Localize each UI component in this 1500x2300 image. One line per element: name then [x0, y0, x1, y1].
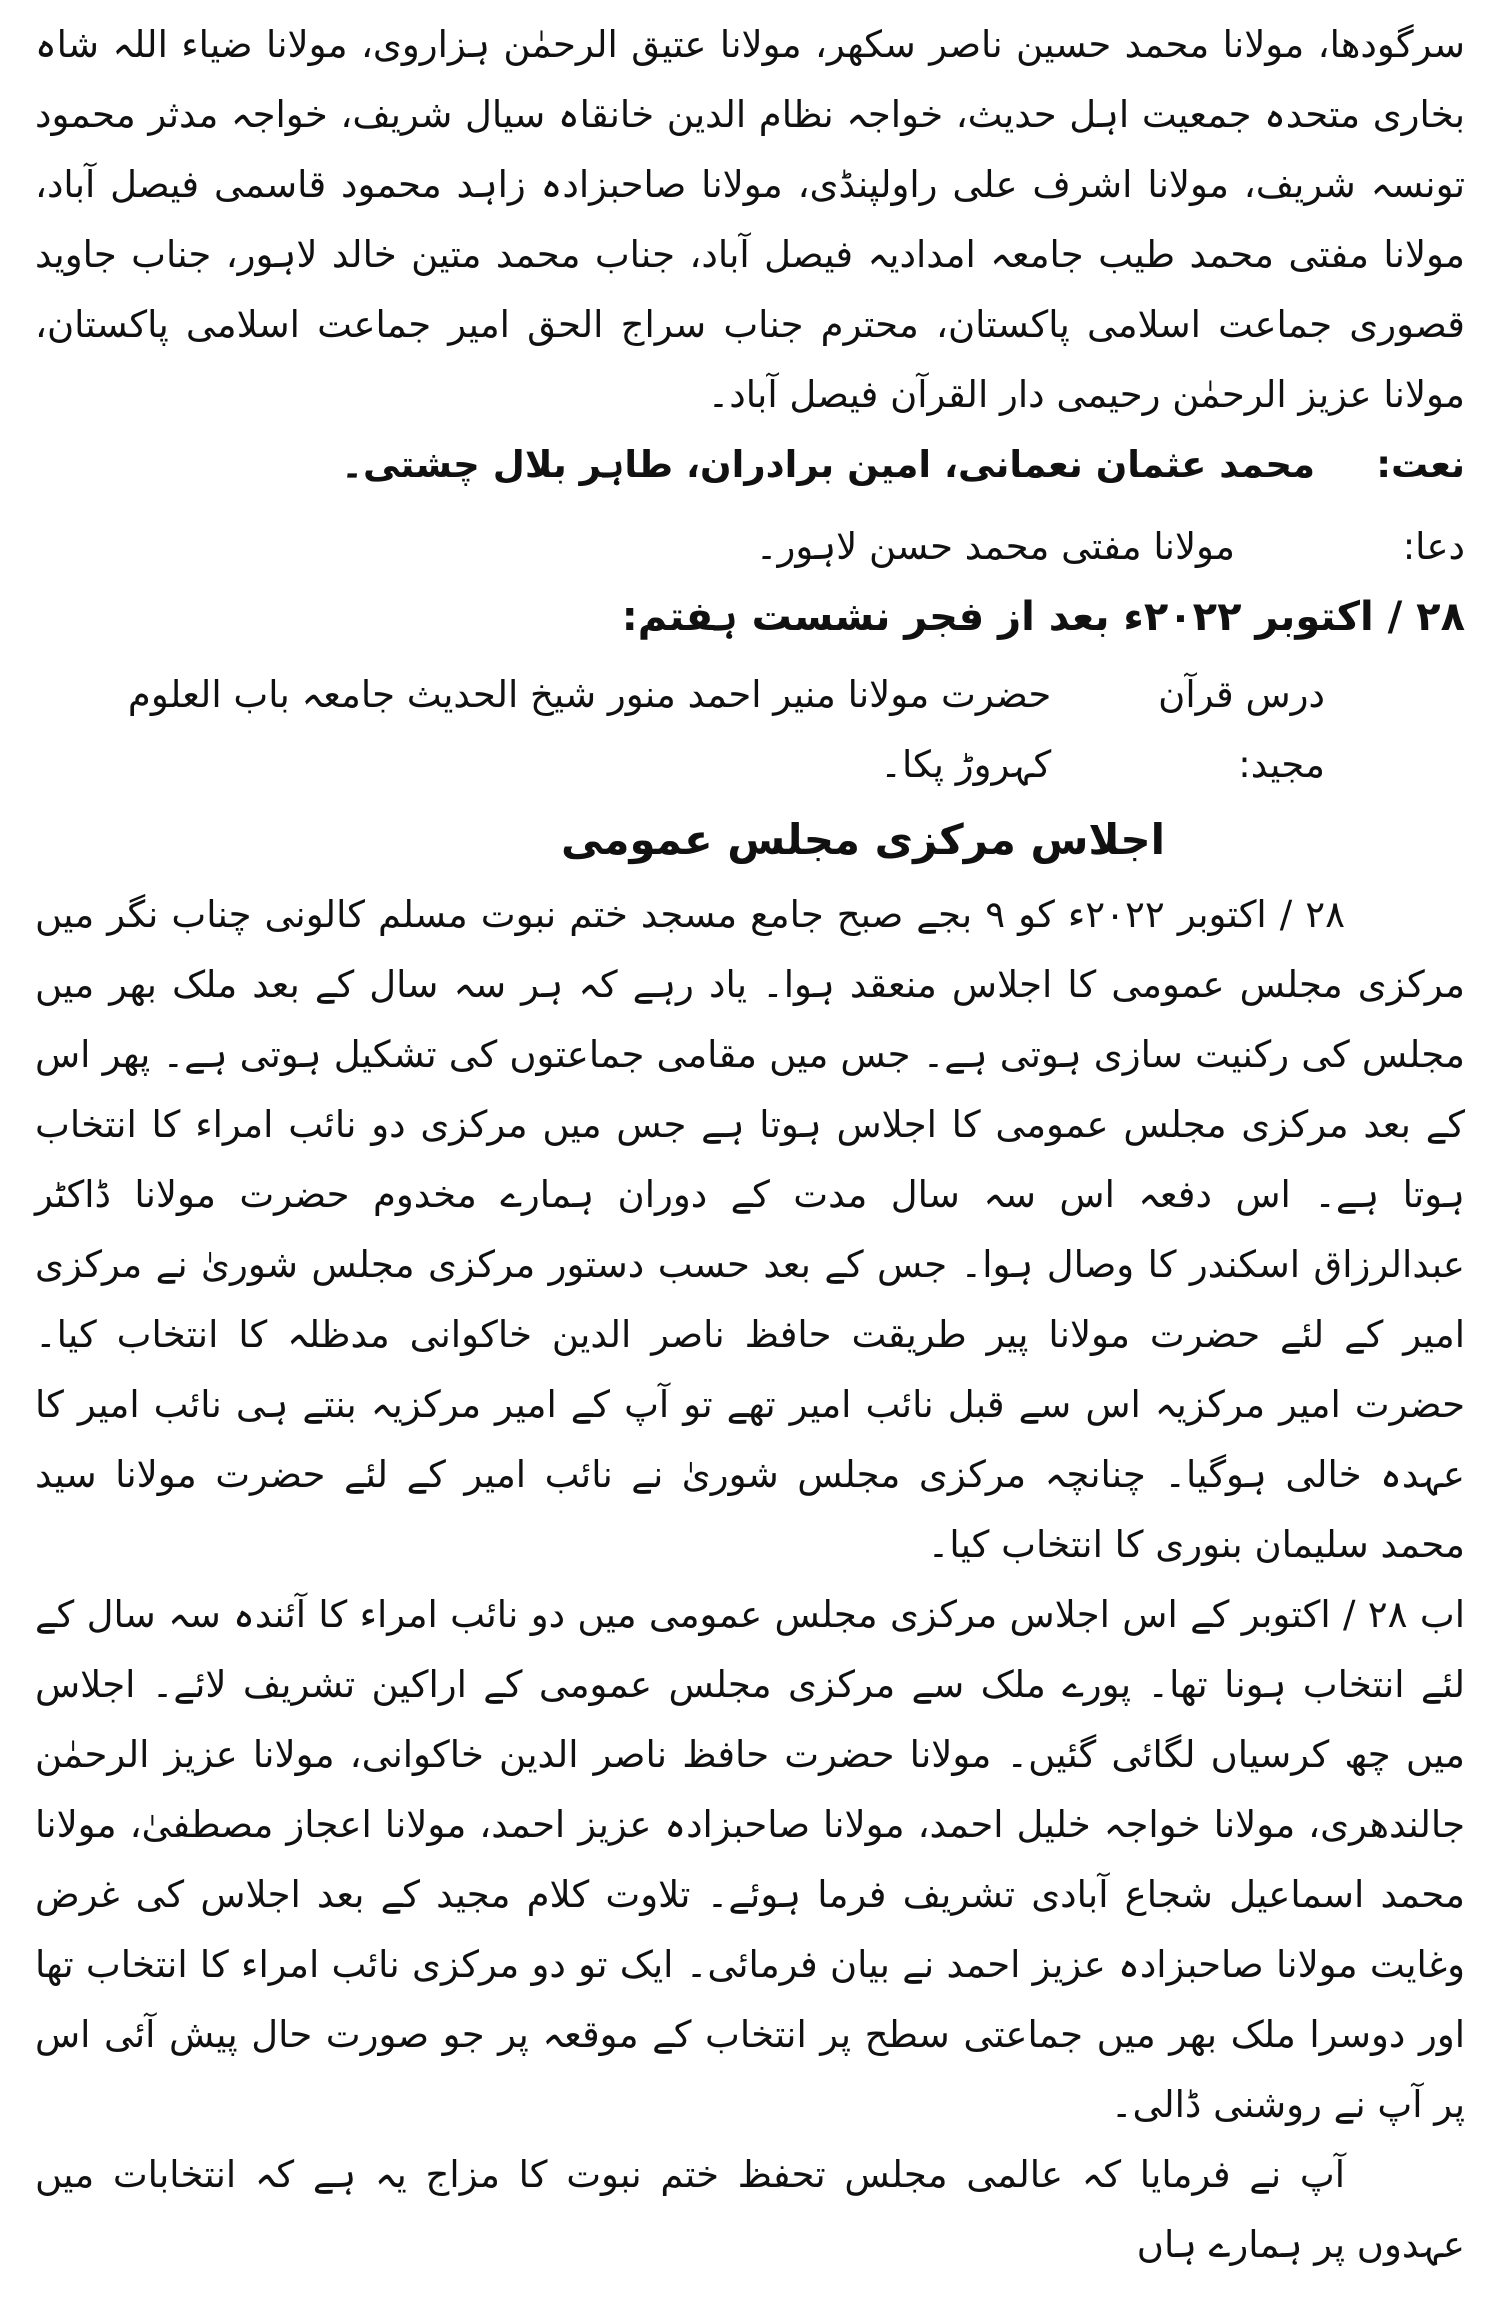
naat-line	[35, 430, 1465, 500]
attendees-paragraph: سرگودھا، مولانا محمد حسین ناصر سکھر، مولانا عتیق الرحمٰن ہزاروی، مولانا ضیاء اللہ شاہ بخاری متحدہ جمعیت اہل حدیث، خواجہ نظام الدین خانقاہ سیال شریف، خواجہ مدثر محمود تونسہ شریف، مولانا اشرف علی راولپنڈی، مولانا صاحبزادہ زاہد محمود قاسمی فیصل آباد، مولانا مفتی محمد طیب جامعہ امدادیہ فیصل آباد، جناب محمد متین خالد لاہور، جناب جاوید قصوری جماعت اسلامی پاکستان، محترم جناب سراج الحق امیر جماعت اسلامی پاکستان، مولانا عزیز الرحمٰن رحیمی دار القرآن فیصل آباد۔	[35, 23, 1465, 416]
body-paragraph: ۲۸ / اکتوبر ۲۰۲۲ء کو ۹ بجے صبح جامع مسجد ختم نبوت مسلم کالونی چناب نگر میں مرکزی مجلس عمومی کا اجلاس منعقد ہوا۔ یاد رہے کہ ہر سہ سال کے بعد ملک بھر میں مجلس کی رکنیت سازی ہوتی ہے۔ جس میں مقامی جماعتوں کی تشکیل ہوتی ہے۔ پھر اس کے بعد مرکزی مجلس عمومی کا اجلاس ہوتا ہے جس میں مرکزی دو نائب امراء کا انتخاب ہوتا ہے۔ اس دفعہ اس سہ سال مدت کے دوران ہمارے مخدوم حضرت مولانا ڈاکٹر عبدالرزاق اسکندر کا وصال ہوا۔ جس کے بعد حسب دستور مرکزی مجلس شوریٰ نے مرکزی امیر کے لئے حضرت مولانا پیر طریقت حافظ ناصر الدین خاکوانی مدظلہ کا انتخاب کیا۔ حضرت امیر مرکزیہ اس سے قبل نائب امیر تھے تو آپ کے امیر مرکزیہ بنتے ہی نائب امیر کا عہدہ خالی ہوگیا۔ چنانچہ مرکزی مجلس شوریٰ نے نائب امیر کے لئے حضرت مولانا سید محمد سلیمان بنوری کا انتخاب کیا۔	[35, 893, 1465, 1566]
body-paragraph: اب ۲۸ / اکتوبر کے اس اجلاس مرکزی مجلس عمومی میں دو نائب امراء کا آئندہ سہ سال کے لئے انتخاب ہونا تھا۔ پورے ملک سے مرکزی مجلس عمومی کے اراکین تشریف لائے۔ اجلاس میں چھ کرسیاں لگائی گئیں۔ مولانا حضرت حافظ ناصر الدین خاکوانی، مولانا عزیز الرحمٰن جالندھری، مولانا خواجہ خلیل احمد، مولانا صاحبزادہ عزیز احمد، مولانا اعجاز مصطفیٰ، مولانا محمد اسماعیل شجاع آبادی تشریف فرما ہوئے۔ تلاوت کلام مجید کے بعد اجلاس کی غرض وغایت مولانا صاحبزادہ عزیز احمد نے بیان فرمائی۔ ایک تو دو مرکزی نائب امراء کا انتخاب تھا اور دوسرا ملک بھر میں جماعتی سطح پر انتخاب کے موقعہ پر جو صورت حال پیش آئی اس پر آپ نے روشنی ڈالی۔	[35, 1593, 1465, 2126]
dars-speaker: حضرت مولانا منیر احمد منور شیخ الحدیث جامعہ باب العلوم کہروڑ پکا۔	[127, 673, 1052, 786]
session-heading: ۲۸ / اکتوبر ۲۰۲۲ء بعد از فجر نشست ہفتم:	[621, 594, 1465, 640]
dars-label: درس قرآن مجید:	[1158, 673, 1325, 786]
body-paragraph: آپ نے فرمایا کہ عالمی مجلس تحفظ ختم نبوت کا مزاج یہ ہے کہ انتخابات میں عہدوں پر ہمارے ہاں	[35, 2153, 1465, 2266]
dua-name: مولانا مفتی محمد حسن لاہور۔	[755, 525, 1235, 568]
naat-label: نعت:	[1376, 443, 1465, 486]
dars-line	[35, 660, 1465, 800]
dua-line	[35, 512, 1465, 582]
dua-label: دعا:	[1402, 525, 1465, 568]
section-heading: اجلاس مرکزی مجلس عمومی	[560, 815, 1165, 864]
naat-reciters: محمد عثمان نعمانی، امین برادران، طاہر بلال چشتی۔	[341, 443, 1315, 486]
